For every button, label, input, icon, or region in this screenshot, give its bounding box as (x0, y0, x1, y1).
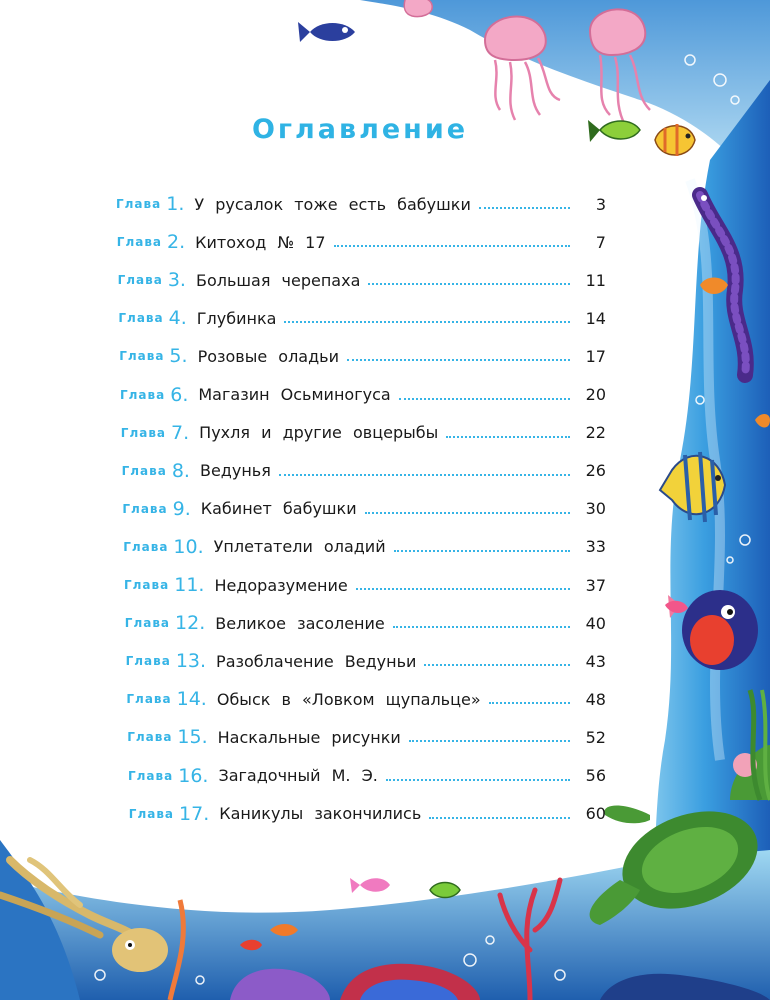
dot-leader (424, 664, 570, 666)
chapter-number: 4. (168, 307, 187, 330)
page-title: Оглавление (251, 114, 469, 145)
page-number: 48 (585, 689, 606, 709)
chapter-label: Глава (124, 616, 171, 631)
page-number: 30 (585, 499, 606, 519)
chapter-label: Глава (120, 387, 166, 402)
toc-row[interactable] (120, 382, 606, 408)
toc-row[interactable] (123, 534, 606, 560)
chapter-title: Китоход № 17 (195, 232, 326, 252)
chapter-label: Глава (121, 463, 167, 478)
dot-leader (279, 474, 570, 476)
chapter-number: 17. (179, 802, 210, 825)
page-number: 33 (585, 537, 606, 557)
chapter-number: 11. (174, 574, 205, 596)
page-number: 43 (585, 651, 606, 671)
toc-row[interactable] (127, 724, 606, 750)
chapter-title: Магазин Осьминогуса (198, 385, 391, 404)
dot-leader (393, 626, 570, 628)
page-number: 37 (585, 575, 606, 595)
dot-leader (429, 817, 570, 819)
toc-row[interactable] (118, 305, 606, 331)
chapter-number: 13. (175, 650, 207, 673)
chapter-label: Глава (126, 692, 172, 707)
toc-row[interactable] (129, 801, 606, 827)
dot-leader (284, 321, 570, 323)
chapter-number: 2. (167, 231, 186, 254)
chapter-number: 15. (177, 726, 208, 749)
chapter-number: 5. (169, 345, 188, 368)
toc-row[interactable] (117, 229, 606, 255)
chapter-title: Большая черепаха (195, 270, 361, 290)
chapter-title: Ведунья (199, 461, 271, 481)
page-number: 40 (585, 613, 606, 633)
page-number: 60 (585, 804, 606, 824)
chapter-label: Глава (118, 311, 164, 326)
toc-row[interactable] (119, 343, 606, 369)
chapter-number: 12. (175, 612, 206, 635)
chapter-label: Глава (123, 539, 169, 554)
toc-row[interactable] (116, 191, 606, 217)
chapter-title: Розовые оладьи (197, 346, 339, 366)
toc-row[interactable] (122, 458, 606, 484)
page-number: 14 (585, 308, 606, 328)
chapter-title: Обыск в «Ловком щупальце» (216, 689, 481, 709)
chapter-number: 6. (170, 383, 189, 406)
page-number: 11 (585, 270, 606, 290)
chapter-number: 16. (178, 764, 209, 787)
dot-leader (347, 359, 570, 361)
chapter-number: 9. (172, 497, 191, 520)
dot-leader (479, 207, 570, 209)
chapter-title: Уплетатели оладий (213, 537, 386, 557)
chapter-label: Глава (127, 730, 173, 745)
chapter-label: Глава (125, 654, 171, 669)
chapter-number: 3. (167, 269, 186, 292)
chapter-title: Кабинет бабушки (200, 499, 357, 519)
chapter-number: 8. (171, 459, 190, 482)
dot-leader (334, 245, 570, 247)
toc-row[interactable] (122, 496, 606, 522)
dot-leader (489, 702, 570, 704)
dot-leader (386, 779, 570, 781)
toc-row[interactable] (118, 267, 606, 293)
dot-leader (356, 588, 570, 590)
toc-row[interactable] (128, 763, 606, 789)
chapter-number: 14. (176, 688, 207, 711)
dot-leader (394, 550, 570, 552)
chapter-label: Глава (119, 349, 165, 364)
toc-row[interactable] (125, 610, 606, 636)
chapter-label: Глава (116, 197, 162, 211)
chapter-number: 7. (171, 421, 190, 444)
chapter-label: Глава (124, 578, 170, 592)
toc-row[interactable] (121, 420, 606, 446)
chapter-title: Недоразумение (214, 575, 348, 595)
page-number: 3 (595, 194, 606, 214)
chapter-title: Загадочный М. Э. (218, 766, 378, 785)
page-number: 20 (585, 385, 606, 404)
chapter-number: 10. (173, 535, 204, 558)
toc-row[interactable] (126, 648, 606, 674)
chapter-title: Наскальные рисунки (217, 727, 401, 747)
toc-row[interactable] (126, 686, 606, 712)
chapter-title: Пухля и другие овцерыбы (199, 423, 439, 443)
dot-leader (409, 740, 570, 742)
chapter-title: Каникулы закончились (219, 804, 422, 824)
page-number: 56 (585, 766, 606, 785)
page-number: 22 (585, 423, 606, 443)
chapter-title: Глубинка (196, 308, 277, 328)
chapter-label: Глава (117, 273, 163, 288)
chapter-label: Глава (128, 806, 175, 821)
chapter-title: У русалок тоже есть бабушки (194, 194, 471, 214)
page-number: 17 (585, 346, 606, 366)
chapter-label: Глава (120, 425, 167, 440)
dot-leader (368, 283, 570, 285)
dot-leader (399, 398, 570, 400)
chapter-title: Разоблачение Ведуньи (216, 651, 417, 671)
page-number: 7 (595, 232, 606, 252)
chapter-label: Глава (116, 235, 163, 250)
toc-row[interactable] (124, 572, 606, 598)
dot-leader (365, 512, 570, 514)
chapter-label: Глава (128, 768, 174, 783)
page-number: 26 (585, 461, 606, 481)
chapter-label: Глава (122, 501, 168, 516)
page-number: 52 (585, 727, 606, 747)
dot-leader (446, 436, 570, 438)
chapter-number: 1. (166, 193, 185, 215)
chapter-title: Великое засоление (215, 613, 385, 633)
